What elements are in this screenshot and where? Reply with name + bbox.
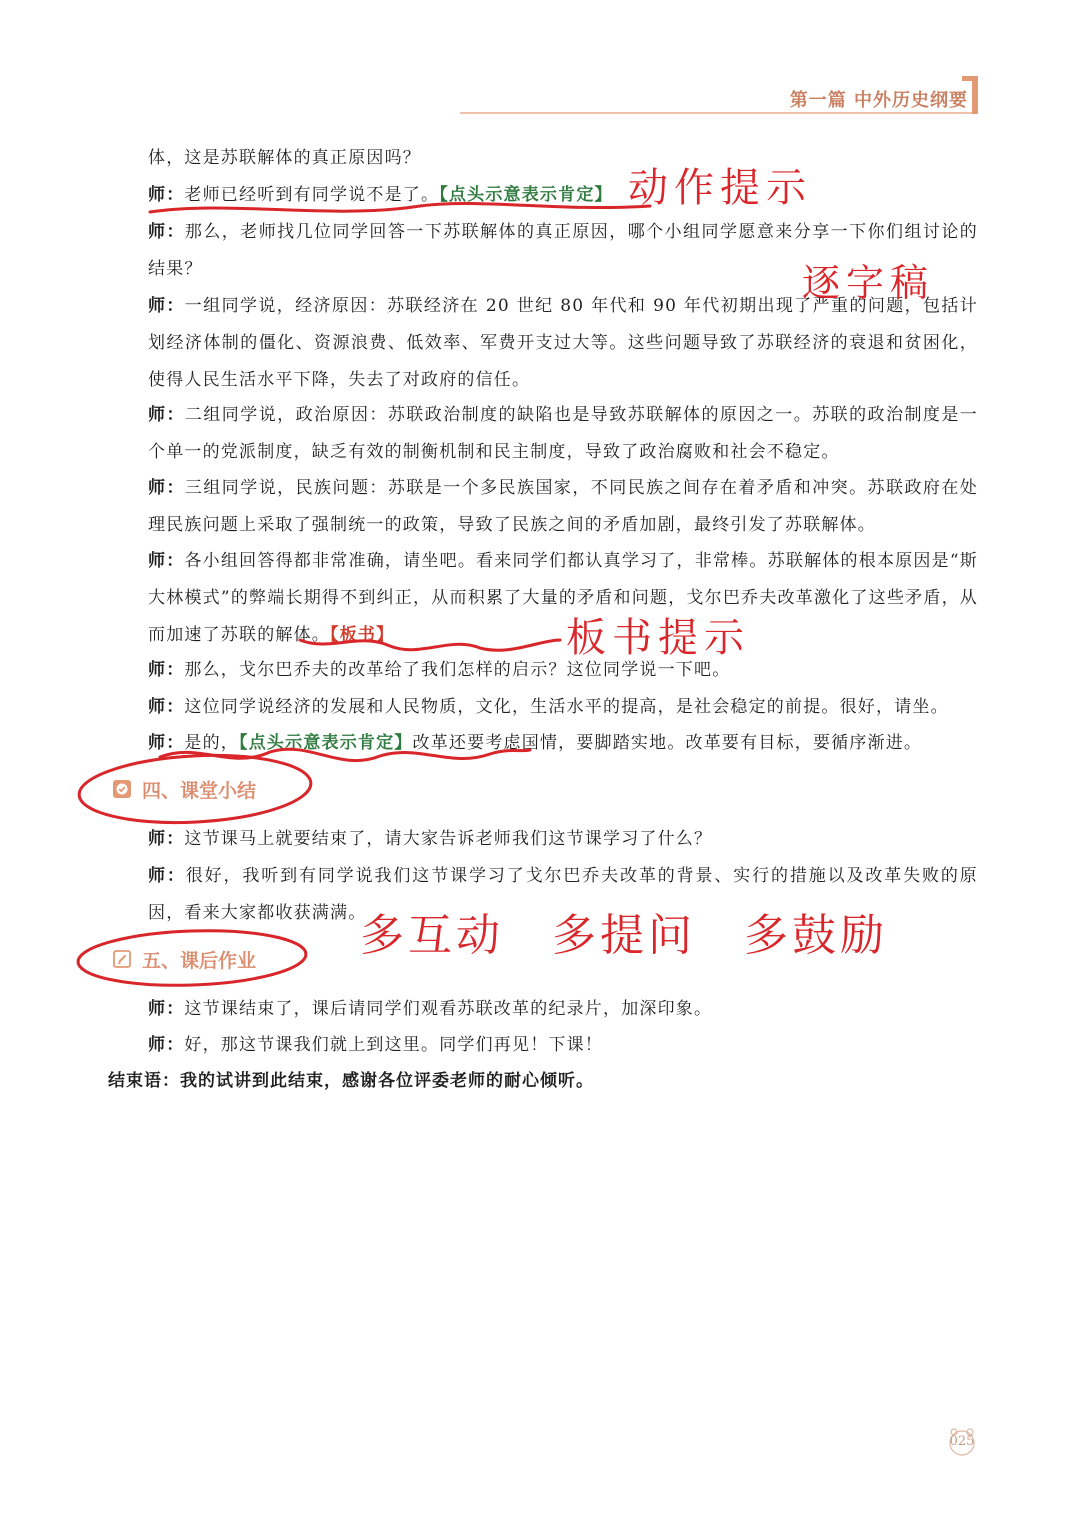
speaker-label: 师： [148, 697, 185, 717]
closing-remark: 结束语：我的试讲到此结束，感谢各位评委老师的耐心倾听。 [108, 1071, 594, 1091]
paragraph-text: 这节课马上就要结束了，请大家告诉老师我们这节课学习了什么？ [184, 829, 713, 849]
homework-line-0 [148, 991, 978, 1028]
check-circle-icon [112, 779, 132, 799]
paragraph-0 [148, 140, 978, 177]
paragraph-text: 各小组回答得都非常准确，请坐吧。看来同学们都认真学习了，非常棒。苏联解体的根本原因是“斯大林模式”的弊端长期得不到纠正，从而积累了大量的矛盾和问题，戈尔巴乔夫改革激化了这些矛盾，从而加速了苏联的解体。 [148, 551, 978, 645]
section-heading-summary [112, 772, 256, 806]
handwritten-action-hint: 动作提示 [628, 165, 812, 211]
header-rule [460, 112, 978, 114]
paragraph-text: 很好，我听到有同学说我们这节课学习了戈尔巴乔夫改革的背景、实行的措施以及改革失败的原因，看来大家都收获满满。 [148, 866, 978, 923]
action-tag: 【点头示意表示肯定】 [439, 185, 613, 205]
speaker-label: 师： [148, 478, 185, 498]
speaker-label: 师： [148, 829, 185, 849]
section-title: 五、课后作业 [142, 949, 257, 972]
paragraph-text: 好，那这节课我们就上到这里。同学们再见！下课！ [184, 1035, 604, 1055]
paragraph-text: 体，这是苏联解体的真正原因吗？ [148, 148, 421, 168]
paragraph-text: 一组同学说，经济原因：苏联经济在 20 世纪 80 年代和 90 年代初期出现了严重的问题，包括计划经济体制的僵化、资源浪费、低效率、军费开支过大等。这些问题导致了苏联经济的衰退和贫困化，使得人民生活水平下降，失去了对政府的信任。 [148, 296, 978, 390]
section-heading-homework [112, 942, 256, 976]
handwritten-slogan: 多互动 多提问 多鼓励 [360, 910, 888, 961]
handwritten-board-hint: 板书提示 [566, 615, 750, 661]
paragraph-8 [148, 689, 978, 726]
header-corner-mark-top [962, 76, 978, 81]
paragraph-text: 这位同学说经济的发展和人民物质，文化，生活水平的提高，是社会稳定的前提。很好，请坐。 [184, 697, 949, 717]
paragraph-text: 那么，戈尔巴乔夫的改革给了我们怎样的启示？这位同学说一下吧。 [184, 660, 731, 680]
board-tag: 【板书】 [330, 625, 395, 645]
paragraph-6 [148, 543, 978, 654]
paragraph-text: 那么，老师找几位同学回答一下苏联解体的真正原因，哪个小组同学愿意来分享一下你们组讨论的结果？ [148, 222, 978, 279]
speaker-label: 师： [148, 733, 185, 753]
section-title: 四、课堂小结 [142, 779, 257, 802]
speaker-label: 师： [148, 660, 185, 680]
running-header-title: 第一篇 中外历史纲要 [789, 90, 968, 111]
action-tag: 【点头示意表示肯定】 [239, 733, 413, 753]
summary-line-0 [148, 821, 978, 858]
paragraph-text-after: 改革还要考虑国情，要脚踏实地。改革要有目标，要循序渐进。 [412, 733, 923, 753]
speaker-label: 师： [148, 296, 185, 316]
speaker-label: 师： [148, 185, 185, 205]
paragraph-text: 老师已经听到有同学说不是了。 [184, 185, 440, 205]
header-corner-mark [972, 76, 978, 114]
speaker-label: 师： [148, 1035, 185, 1055]
paragraph-text: 是的， [184, 733, 240, 753]
paragraph-text: 三组同学说，民族问题：苏联是一个多民族国家，不同民族之间存在着矛盾和冲突。苏联政府在处理民族问题上采取了强制统一的政策，导致了民族之间的矛盾加剧，最终引发了苏联解体。 [148, 478, 978, 535]
paragraph-4 [148, 397, 978, 471]
page-number [946, 1428, 978, 1456]
handwritten-verbatim-note: 逐字稿 [802, 261, 935, 305]
paragraph-7 [148, 652, 978, 689]
speaker-label: 师： [148, 405, 185, 425]
page-number-text: 025 [949, 1434, 975, 1449]
speaker-label: 师： [148, 999, 185, 1019]
speaker-label: 师： [148, 866, 186, 886]
homework-line-1 [148, 1027, 978, 1064]
paragraph-text: 这节课结束了，课后请同学们观看苏联改革的纪录片，加深印象。 [184, 999, 713, 1019]
speaker-label: 师： [148, 551, 185, 571]
paragraph-1 [148, 177, 978, 214]
edit-note-icon [112, 949, 132, 969]
paragraph-text: 二组同学说，政治原因：苏联政治制度的缺陷也是导致苏联解体的原因之一。苏联的政治制度是一个单一的党派制度，缺乏有效的制衡机制和民主制度，导致了政治腐败和社会不稳定。 [148, 405, 978, 462]
speaker-label: 师： [148, 222, 185, 242]
running-header [460, 76, 978, 116]
paragraph-9 [148, 725, 978, 762]
paragraph-5 [148, 470, 978, 544]
